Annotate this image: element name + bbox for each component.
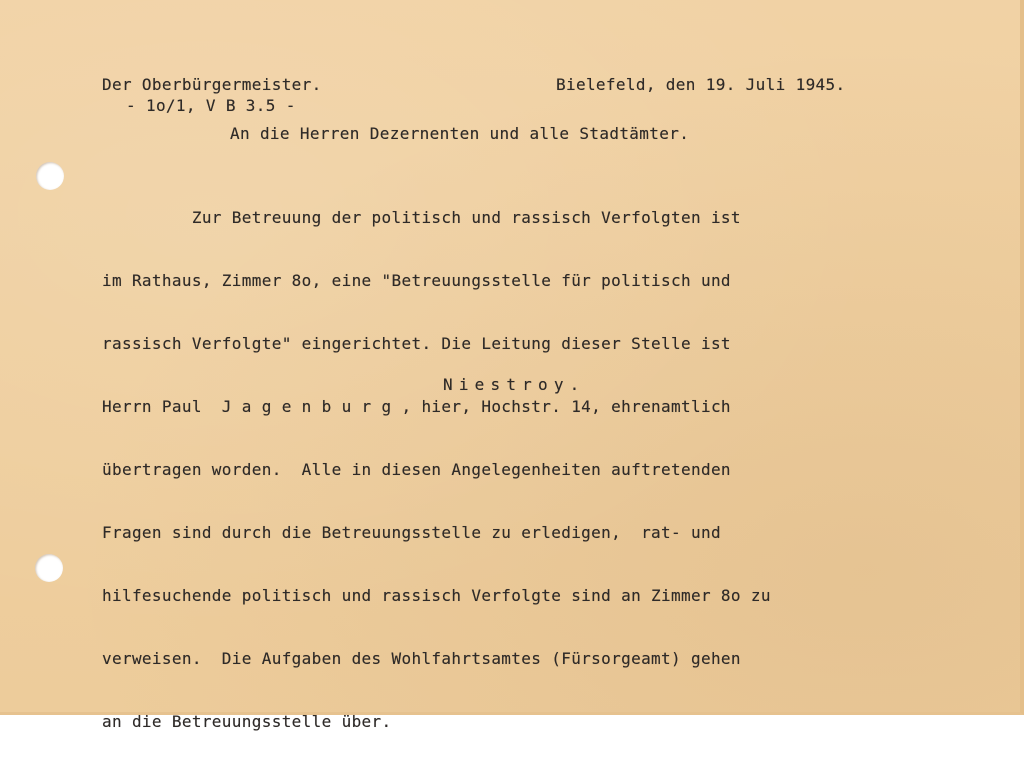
body-line: rassisch Verfolgte" eingerichtet. Die Leitung dieser Stelle ist: [102, 334, 731, 353]
body-line: übertragen worden. Alle in diesen Angelegenheiten auftretenden: [102, 460, 731, 479]
place-and-date: Bielefeld, den 19. Juli 1945.: [556, 75, 846, 94]
recipients-line: An die Herren Dezernenten und alle Stadtämter.: [230, 124, 690, 143]
body-line: an die Betreuungsstelle über.: [102, 712, 392, 731]
punch-hole-bottom: [35, 554, 63, 582]
body-line: Zur Betreuung der politisch und rassisch Verfolgten ist: [102, 208, 741, 227]
sender-office: Der Oberbürgermeister.: [102, 75, 322, 94]
body-line: Herrn Paul J a g e n b u r g , hier, Hochstr. 14, ehrenamtlich: [102, 397, 731, 416]
letter-body: [102, 165, 771, 774]
body-line: im Rathaus, Zimmer 8o, eine "Betreuungsstelle für politisch und: [102, 271, 731, 290]
file-reference: - 1o/1, V B 3.5 -: [126, 96, 296, 115]
punch-hole-top: [36, 162, 64, 190]
body-line: Fragen sind durch die Betreuungsstelle zu erledigen, rat- und: [102, 523, 721, 542]
body-line: hilfesuchende politisch und rassisch Verfolgte sind an Zimmer 8o zu: [102, 586, 771, 605]
body-line: verweisen. Die Aufgaben des Wohlfahrtsamtes (Fürsorgeamt) gehen: [102, 649, 741, 668]
signature: Niestroy.: [443, 375, 586, 394]
